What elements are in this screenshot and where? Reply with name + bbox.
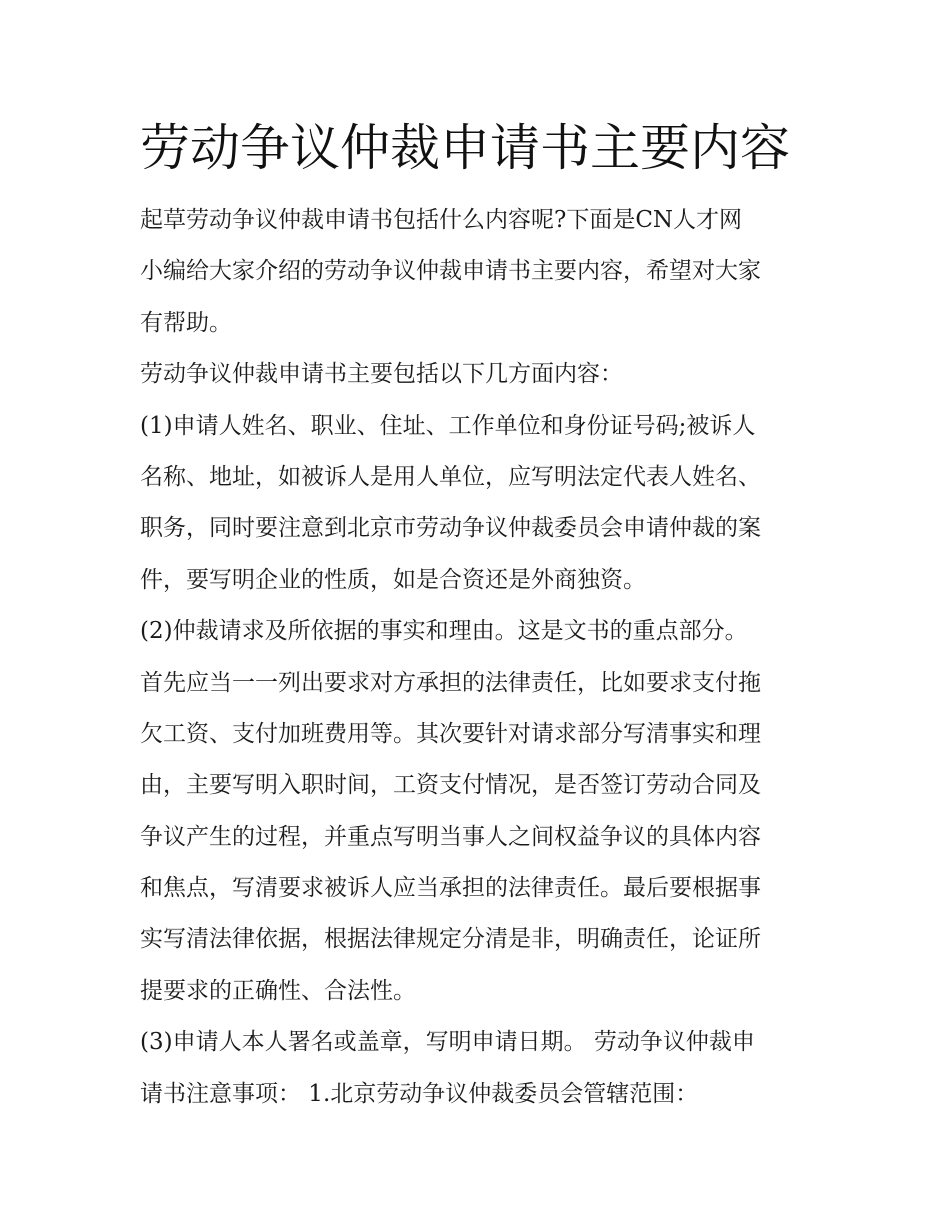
body-line: 首先应当一一列出要求对方承担的法律责任，比如要求支付拖 bbox=[140, 669, 761, 696]
body-line: (3)申请人本人署名或盖章，写明申请日期。 劳动争议仲裁申 bbox=[140, 1029, 755, 1056]
body-line: 劳动争议仲裁申请书主要包括以下几方面内容： bbox=[140, 361, 623, 388]
body-line: 由，主要写明入职时间，工资支付情况，是否签订劳动合同及 bbox=[140, 772, 761, 799]
body-line: 起草劳动争议仲裁申请书包括什么内容呢?下面是CN人才网 bbox=[140, 207, 743, 233]
body-line: 有帮助。 bbox=[140, 309, 232, 336]
body-line: 欠工资、支付加班费用等。其次要针对请求部分写清事实和理 bbox=[140, 720, 761, 747]
body-line: 请书注意事项： 1.北京劳动争议仲裁委员会管辖范围： bbox=[140, 1080, 699, 1107]
body-line: 争议产生的过程，并重点写明当事人之间权益争议的具体内容 bbox=[140, 823, 761, 850]
body-line: 提要求的正确性、合法性。 bbox=[140, 977, 416, 1004]
body-line: 件，要写明企业的性质，如是合资还是外商独资。 bbox=[140, 566, 646, 593]
body-line: (2)仲裁请求及所依据的事实和理由。这是文书的重点部分。 bbox=[140, 618, 748, 645]
document-title: 劳动争议仲裁申请书主要内容 bbox=[140, 119, 790, 177]
body-line: 小编给大家介绍的劳动争议仲裁申请书主要内容，希望对大家 bbox=[140, 258, 761, 285]
body-line: 实写清法律依据，根据法律规定分清是非，明确责任，论证所 bbox=[140, 926, 761, 953]
body-line: (1)申请人姓名、职业、住址、工作单位和身份证号码;被诉人 bbox=[140, 412, 756, 439]
body-line: 名称、地址，如被诉人是用人单位，应写明法定代表人姓名、 bbox=[140, 463, 761, 490]
body-line: 和焦点，写清要求被诉人应当承担的法律责任。最后要根据事 bbox=[140, 875, 761, 902]
document-body bbox=[140, 195, 820, 1120]
body-line: 职务，同时要注意到北京市劳动争议仲裁委员会申请仲裁的案 bbox=[140, 515, 761, 542]
